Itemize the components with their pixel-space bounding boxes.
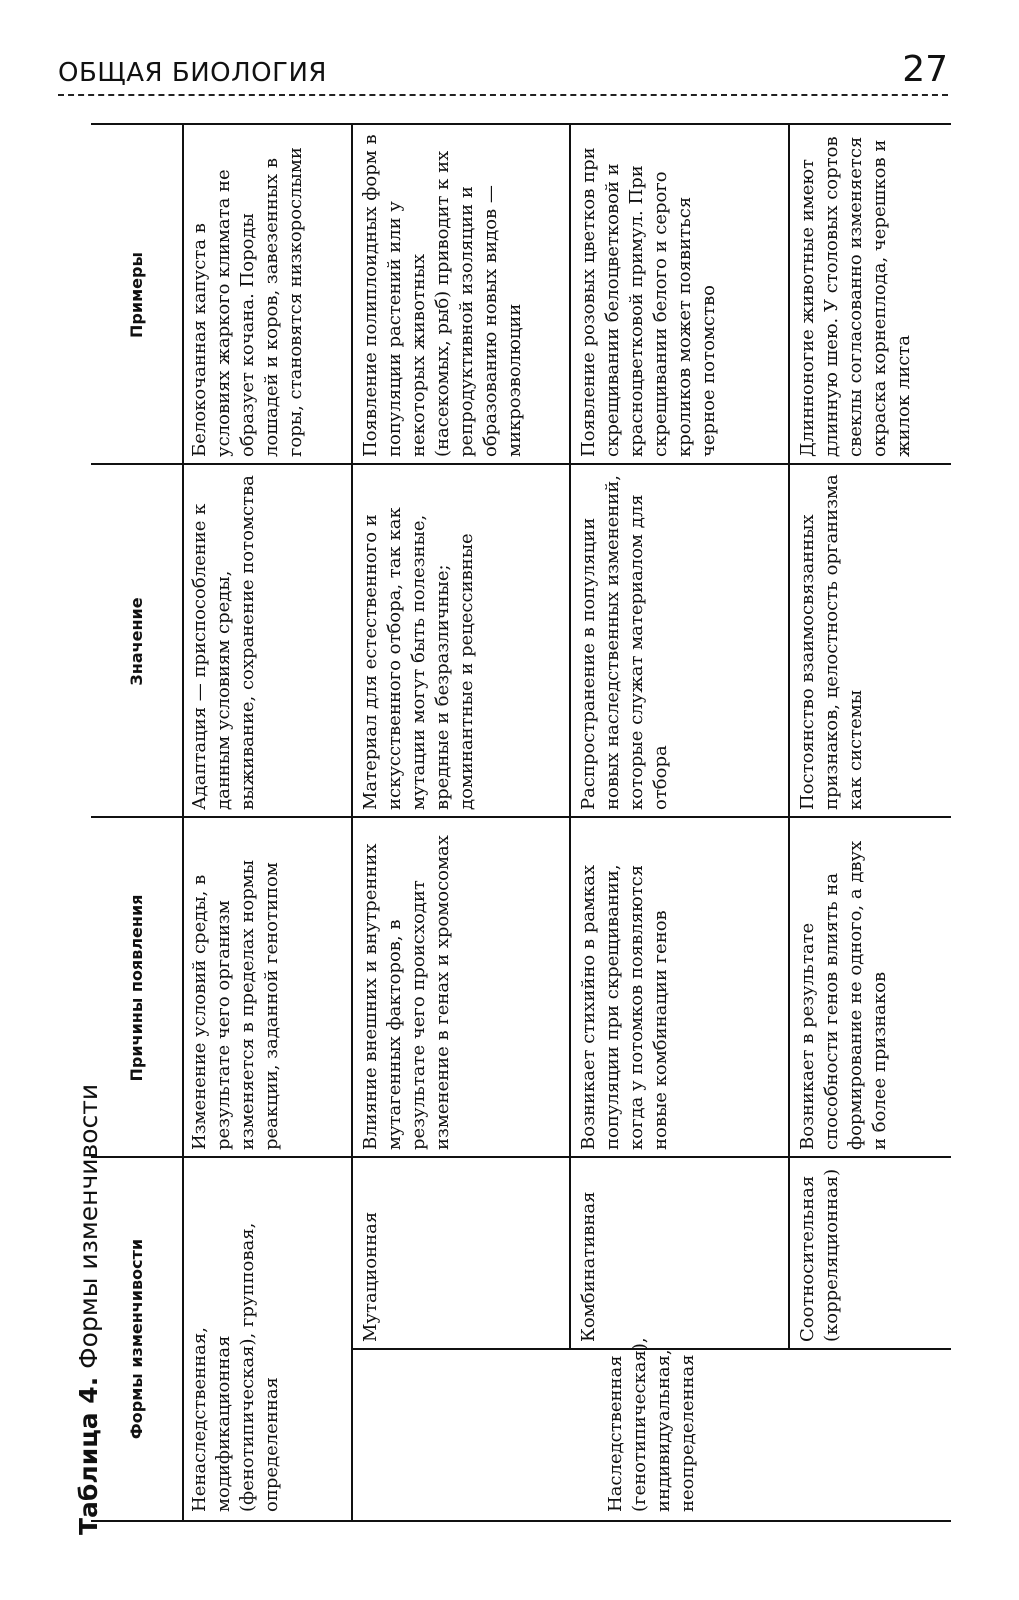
nonhereditary-meaning-cell: Адаптация — приспособление к данным условиям среды, выживание, сохранение потомства	[189, 475, 258, 810]
running-title: ОБЩАЯ БИОЛОГИЯ	[58, 58, 327, 88]
combinative-example-cell: Появление розовых цветков при скрещивании белоцветковой и красноцветковой примул. При скрещивании белого и серого кроликов может появиться черное потомство	[578, 147, 719, 457]
variability-table	[91, 123, 951, 1522]
nonhereditary-cause-cell: Изменение условий среды, в результате чего организм изменяется в пределах нормы реакции, заданной генотипом	[189, 859, 282, 1150]
hereditary-group-cell	[353, 1337, 951, 1520]
mutational-cause-cell: Влияние внешних и внутренних мутагенных факторов, в результате чего происходит изменение в генах и хромосомах	[360, 835, 453, 1150]
table-caption-text: Формы изменчивости	[74, 1083, 103, 1369]
combinative-meaning-cell: Распространение в популяции новых наследственных изменений, которые служат материалом для отбора	[578, 475, 671, 810]
running-header	[58, 40, 948, 96]
mutational-meaning-cell: Материал для естественного и искусственного отбора, так как мутации могут быть полезные, вредные и безразличные; доминантные и рецессивные	[360, 507, 477, 810]
nonhereditary-form-cell: Ненаследственная, модификационная (фенотипическая), групповая, определенная	[189, 1222, 282, 1512]
correlative-form-cell: Соотносительная (корреляционная)	[797, 1168, 842, 1342]
table-caption-label: Таблица 4.	[74, 1376, 103, 1535]
page-number: 27	[902, 49, 948, 90]
mutational-example-cell: Появление полиплоидных форм в популяции растений или у некоторых животных (насекомых, рыб) приводит к их репродуктивной изоляции и образованию новых видов — микроэволюции	[360, 134, 525, 457]
column-header-forms: Формы изменчивости	[91, 1158, 184, 1520]
combinative-form-cell: Комбинативная	[578, 1191, 599, 1342]
correlative-example-cell: Длинноногие животные имеют длинную шею. У столовых сортов свеклы согласованно изменяется окраска корнеплода, черешков и жилок листа	[797, 136, 914, 457]
hereditary-group-label: Наследственная (генотипическая), индивидуальная, неопределенная	[605, 1337, 698, 1512]
correlative-meaning-cell: Постоянство взаимосвязанных признаков, целостность организма как системы	[797, 474, 866, 810]
combinative-cause-cell: Возникает стихийно в рамках популяции при скрещивании, когда у потомков появляются новые комбинации генов	[578, 864, 671, 1150]
correlative-cause-cell: Возникает в результате способности генов влиять на формирование не одного, а двух и более признаков	[797, 840, 890, 1150]
mutational-form-cell: Мутационная	[360, 1211, 381, 1342]
column-header-meaning: Значение	[91, 465, 184, 818]
column-header-examples: Примеры	[91, 125, 184, 465]
nonhereditary-example-cell: Белокочанная капуста в условиях жаркого климата не образует кочана. Породы лошадей и коров, завезенных в горы, становятся низкорослыми	[189, 147, 306, 457]
column-header-causes: Причины появления	[91, 818, 184, 1158]
